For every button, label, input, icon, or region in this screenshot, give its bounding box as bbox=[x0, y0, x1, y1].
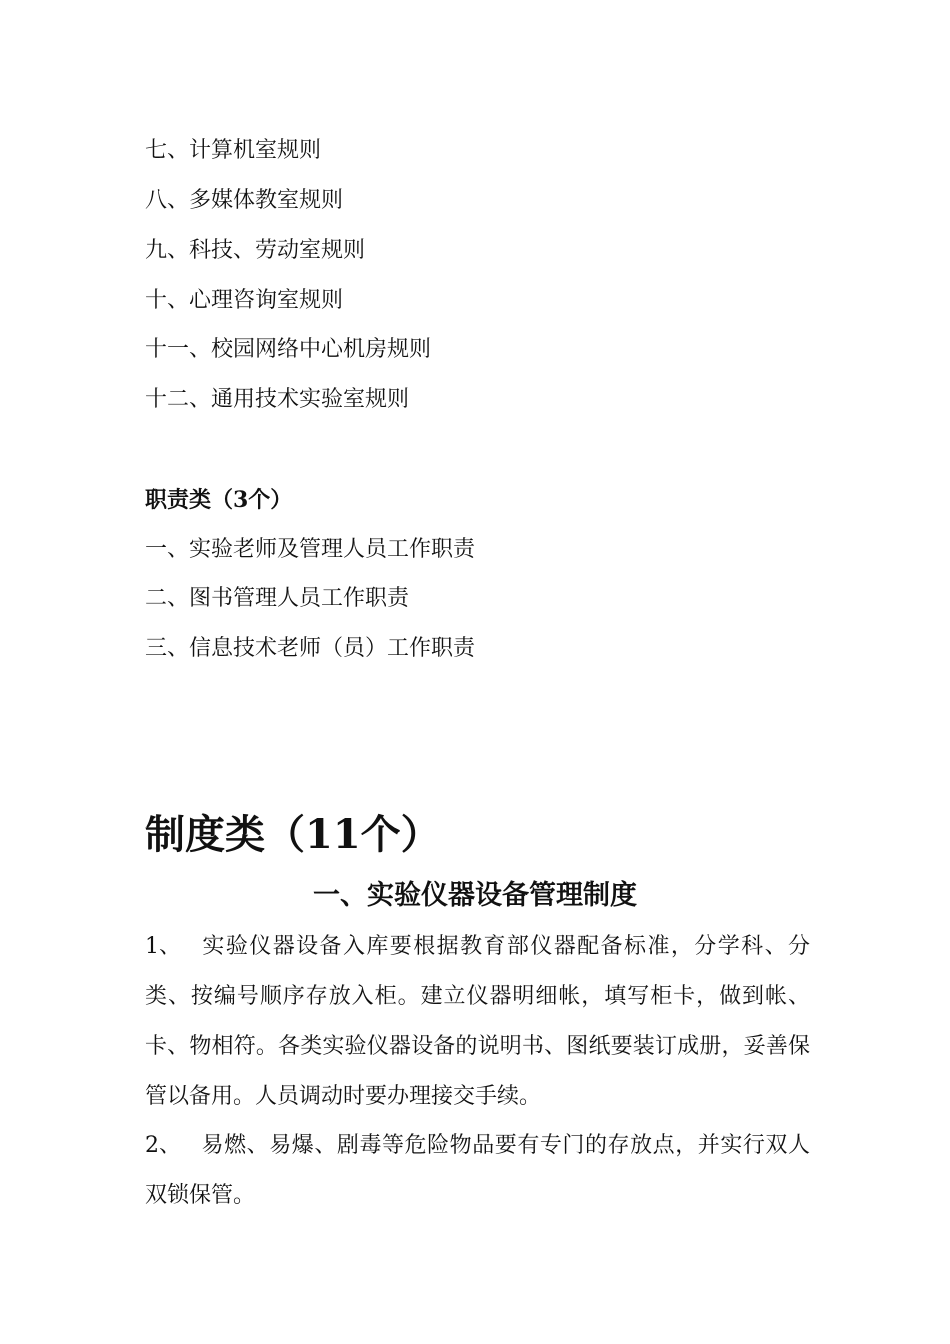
rules-list-item: 八、多媒体教室规则 bbox=[145, 188, 344, 213]
rules-list-item: 十二、通用技术实验室规则 bbox=[145, 387, 410, 412]
system-heading: 制度类（11个） bbox=[145, 811, 441, 858]
rules-list-item: 十、心理咨询室规则 bbox=[145, 288, 344, 313]
paragraph-2 bbox=[145, 1121, 810, 1221]
paragraph-number: 1、 bbox=[145, 934, 181, 959]
paragraph-number: 2、 bbox=[145, 1133, 181, 1158]
duties-list-item: 一、实验老师及管理人员工作职责 bbox=[145, 537, 476, 562]
duties-heading: 职责类（3个） bbox=[145, 487, 293, 513]
section-title: 一、实验仪器设备管理制度 bbox=[313, 880, 637, 911]
paragraph-1 bbox=[145, 922, 810, 1122]
duties-list-item: 三、信息技术老师（员）工作职责 bbox=[145, 636, 476, 661]
rules-list-item: 九、科技、劳动室规则 bbox=[145, 238, 366, 263]
rules-list-item: 七、计算机室规则 bbox=[145, 138, 322, 163]
duties-list-item: 二、图书管理人员工作职责 bbox=[145, 586, 410, 611]
paragraph-text: 实验仪器设备入库要根据教育部仪器配备标准，分学科、分类、按编号顺序存放入柜。建立仪器明细帐，填写柜卡，做到帐、卡、物相符。各类实验仪器设备的说明书、图纸要装订成册，妥善保管以备用。人员调动时要办理接交手续。 bbox=[145, 934, 810, 1109]
paragraph-text: 易燃、易爆、剧毒等危险物品要有专门的存放点，并实行双人双锁保管。 bbox=[145, 1133, 810, 1208]
rules-list-item: 十一、校园网络中心机房规则 bbox=[145, 337, 432, 362]
